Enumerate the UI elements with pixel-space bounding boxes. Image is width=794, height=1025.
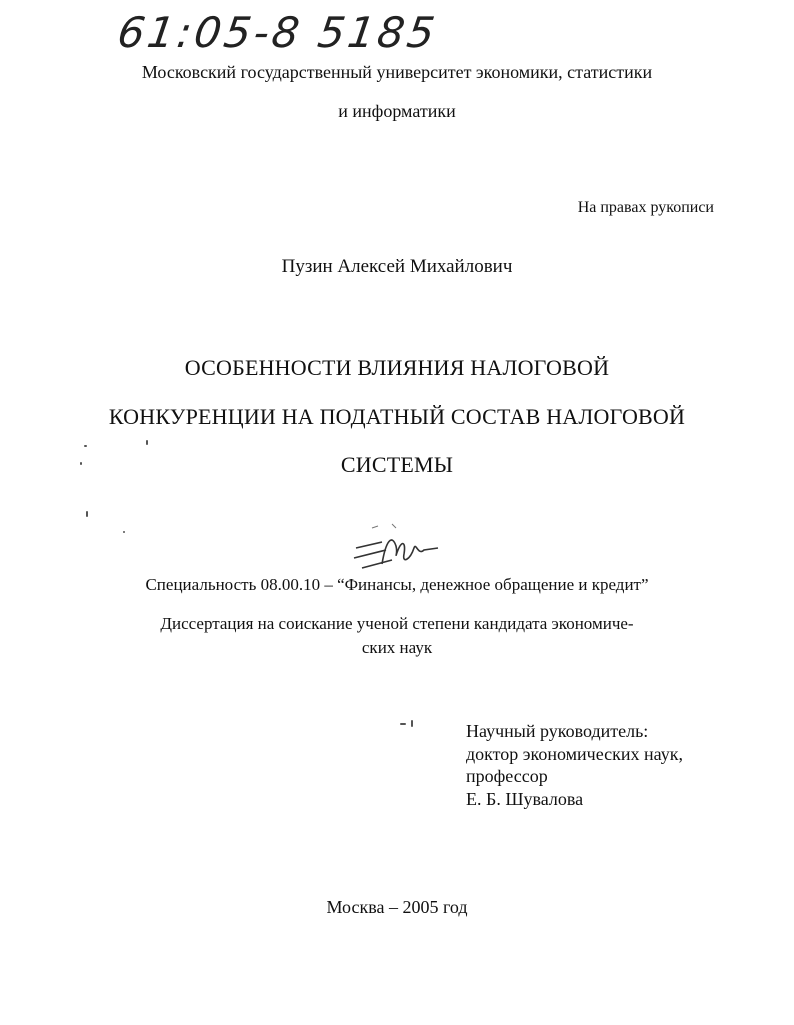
author-name: Пузин Алексей Михайлович	[281, 256, 513, 277]
scan-speck	[84, 445, 87, 447]
handwritten-archive-number: 61:05-8 5185	[114, 8, 441, 57]
advisor-degree: доктор экономических наук,	[466, 744, 683, 764]
specialty-line: Специальность 08.00.10 – “Финансы, денежное обращение и кредит”	[145, 575, 649, 594]
thesis-title-line2: КОНКУРЕНЦИИ НА ПОДАТНЫЙ СОСТАВ НАЛОГОВОЙ	[108, 404, 686, 429]
scan-speck	[146, 440, 148, 445]
dissertation-line1: Диссертация на соискание ученой степени кандидата экономиче-	[160, 614, 634, 633]
scan-speck	[411, 720, 413, 727]
advisor-name: Е. Б. Шувалова	[466, 789, 584, 809]
scan-speck	[80, 462, 82, 465]
thesis-title-line3: СИСТЕМЫ	[340, 452, 454, 477]
advisor-label: Научный руководитель:	[466, 721, 649, 741]
university-name-line1: Московский государственный университет экономики, статистики	[141, 62, 653, 82]
scan-speck	[86, 511, 88, 517]
advisor-rank: профессор	[466, 766, 548, 786]
rights-note: На правах рукописи	[577, 199, 714, 216]
scan-speck	[123, 531, 125, 533]
university-name-line2: и информатики	[338, 101, 456, 121]
dissertation-line2: ских наук	[361, 638, 433, 657]
thesis-title-line1: ОСОБЕННОСТИ ВЛИЯНИЯ НАЛОГОВОЙ	[184, 355, 610, 380]
signature-scribble	[352, 520, 442, 580]
place-and-year: Москва – 2005 год	[326, 897, 468, 917]
scan-speck	[400, 723, 406, 725]
